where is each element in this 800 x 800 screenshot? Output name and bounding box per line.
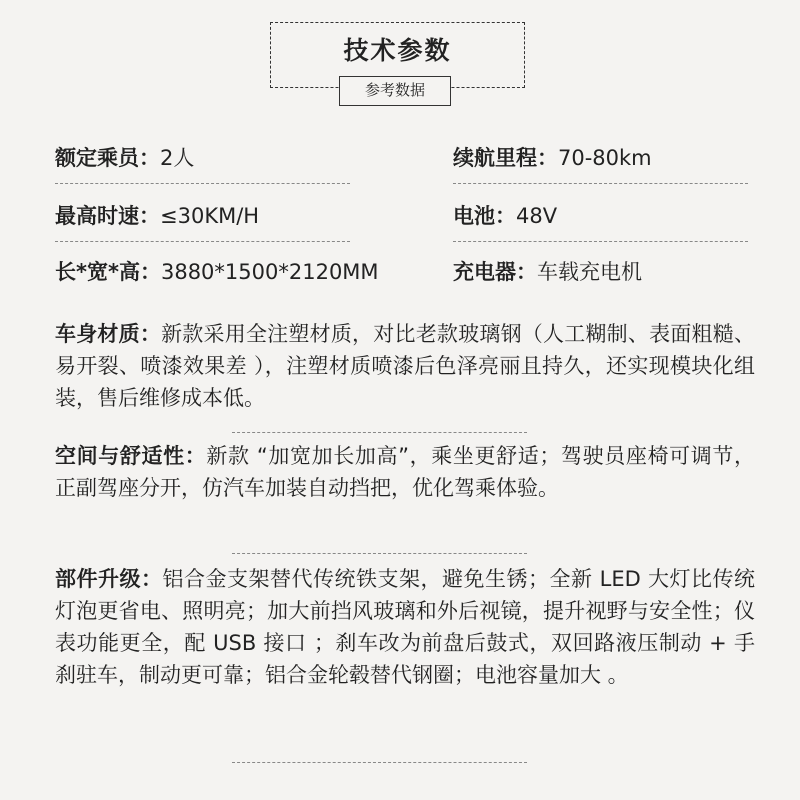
section-label: 车身材质： — [55, 322, 162, 346]
spec-label: 充电器： — [453, 260, 537, 284]
spec-value: 3880*1500*2120MM — [160, 260, 379, 284]
spec-label: 最高时速： — [55, 204, 160, 228]
spec-top-speed — [55, 202, 259, 230]
divider — [55, 241, 350, 242]
section-upgrades — [55, 563, 755, 691]
spec-dimensions — [55, 258, 379, 286]
spec-value: 70-80km — [558, 146, 652, 170]
spec-label: 续航里程： — [453, 146, 558, 170]
spec-range — [453, 144, 652, 172]
spec-battery — [453, 202, 557, 230]
section-text: 新款采用全注塑材质，对比老款玻璃钢（人工糊制、表面粗糙、易开裂、喷漆效果差 ），注塑材质喷漆后色泽亮丽且持久，还实现模块化组装，售后维修成本低。 — [55, 322, 755, 410]
spec-label: 电池： — [453, 204, 516, 228]
spec-value: 车载充电机 — [537, 260, 642, 284]
spec-passengers — [55, 144, 194, 172]
divider — [55, 183, 350, 184]
divider — [232, 762, 527, 763]
spec-label: 长*宽*高： — [55, 260, 161, 284]
spec-value: 48V — [516, 204, 558, 228]
section-text: 铝合金支架替代传统铁支架，避免生锈；全新 LED 大灯比传统灯泡更省电、照明亮；加大前挡风玻璃和外后视镜，提升视野与安全性；仪表功能更全，配 USB 接口 ；刹车改为前盘后鼓式，双回路液压制动 + 手刹驻车，制动更可靠；铝合金轮毂替代钢圈；电池容量加大 。 — [55, 567, 755, 687]
section-text: 新款 “加宽加长加高”，乘坐更舒适；驾驶员座椅可调节，正副驾座分开，仿汽车加装自动挡把，优化驾乘体验。 — [55, 444, 756, 500]
spec-value: 2人 — [160, 146, 195, 170]
section-body-material — [55, 318, 755, 414]
divider — [232, 432, 527, 433]
page-title: 技术参数 — [343, 36, 452, 65]
subtitle-badge: 参考数据 — [339, 76, 451, 106]
divider — [453, 241, 748, 242]
spec-label: 额定乘员： — [55, 146, 160, 170]
divider — [232, 553, 527, 554]
section-label: 空间与舒适性： — [55, 444, 207, 468]
spec-charger — [453, 258, 642, 286]
section-label: 部件升级： — [55, 567, 163, 591]
section-comfort — [55, 440, 755, 504]
spec-value: ≤30KM/H — [160, 204, 260, 228]
divider — [453, 183, 748, 184]
